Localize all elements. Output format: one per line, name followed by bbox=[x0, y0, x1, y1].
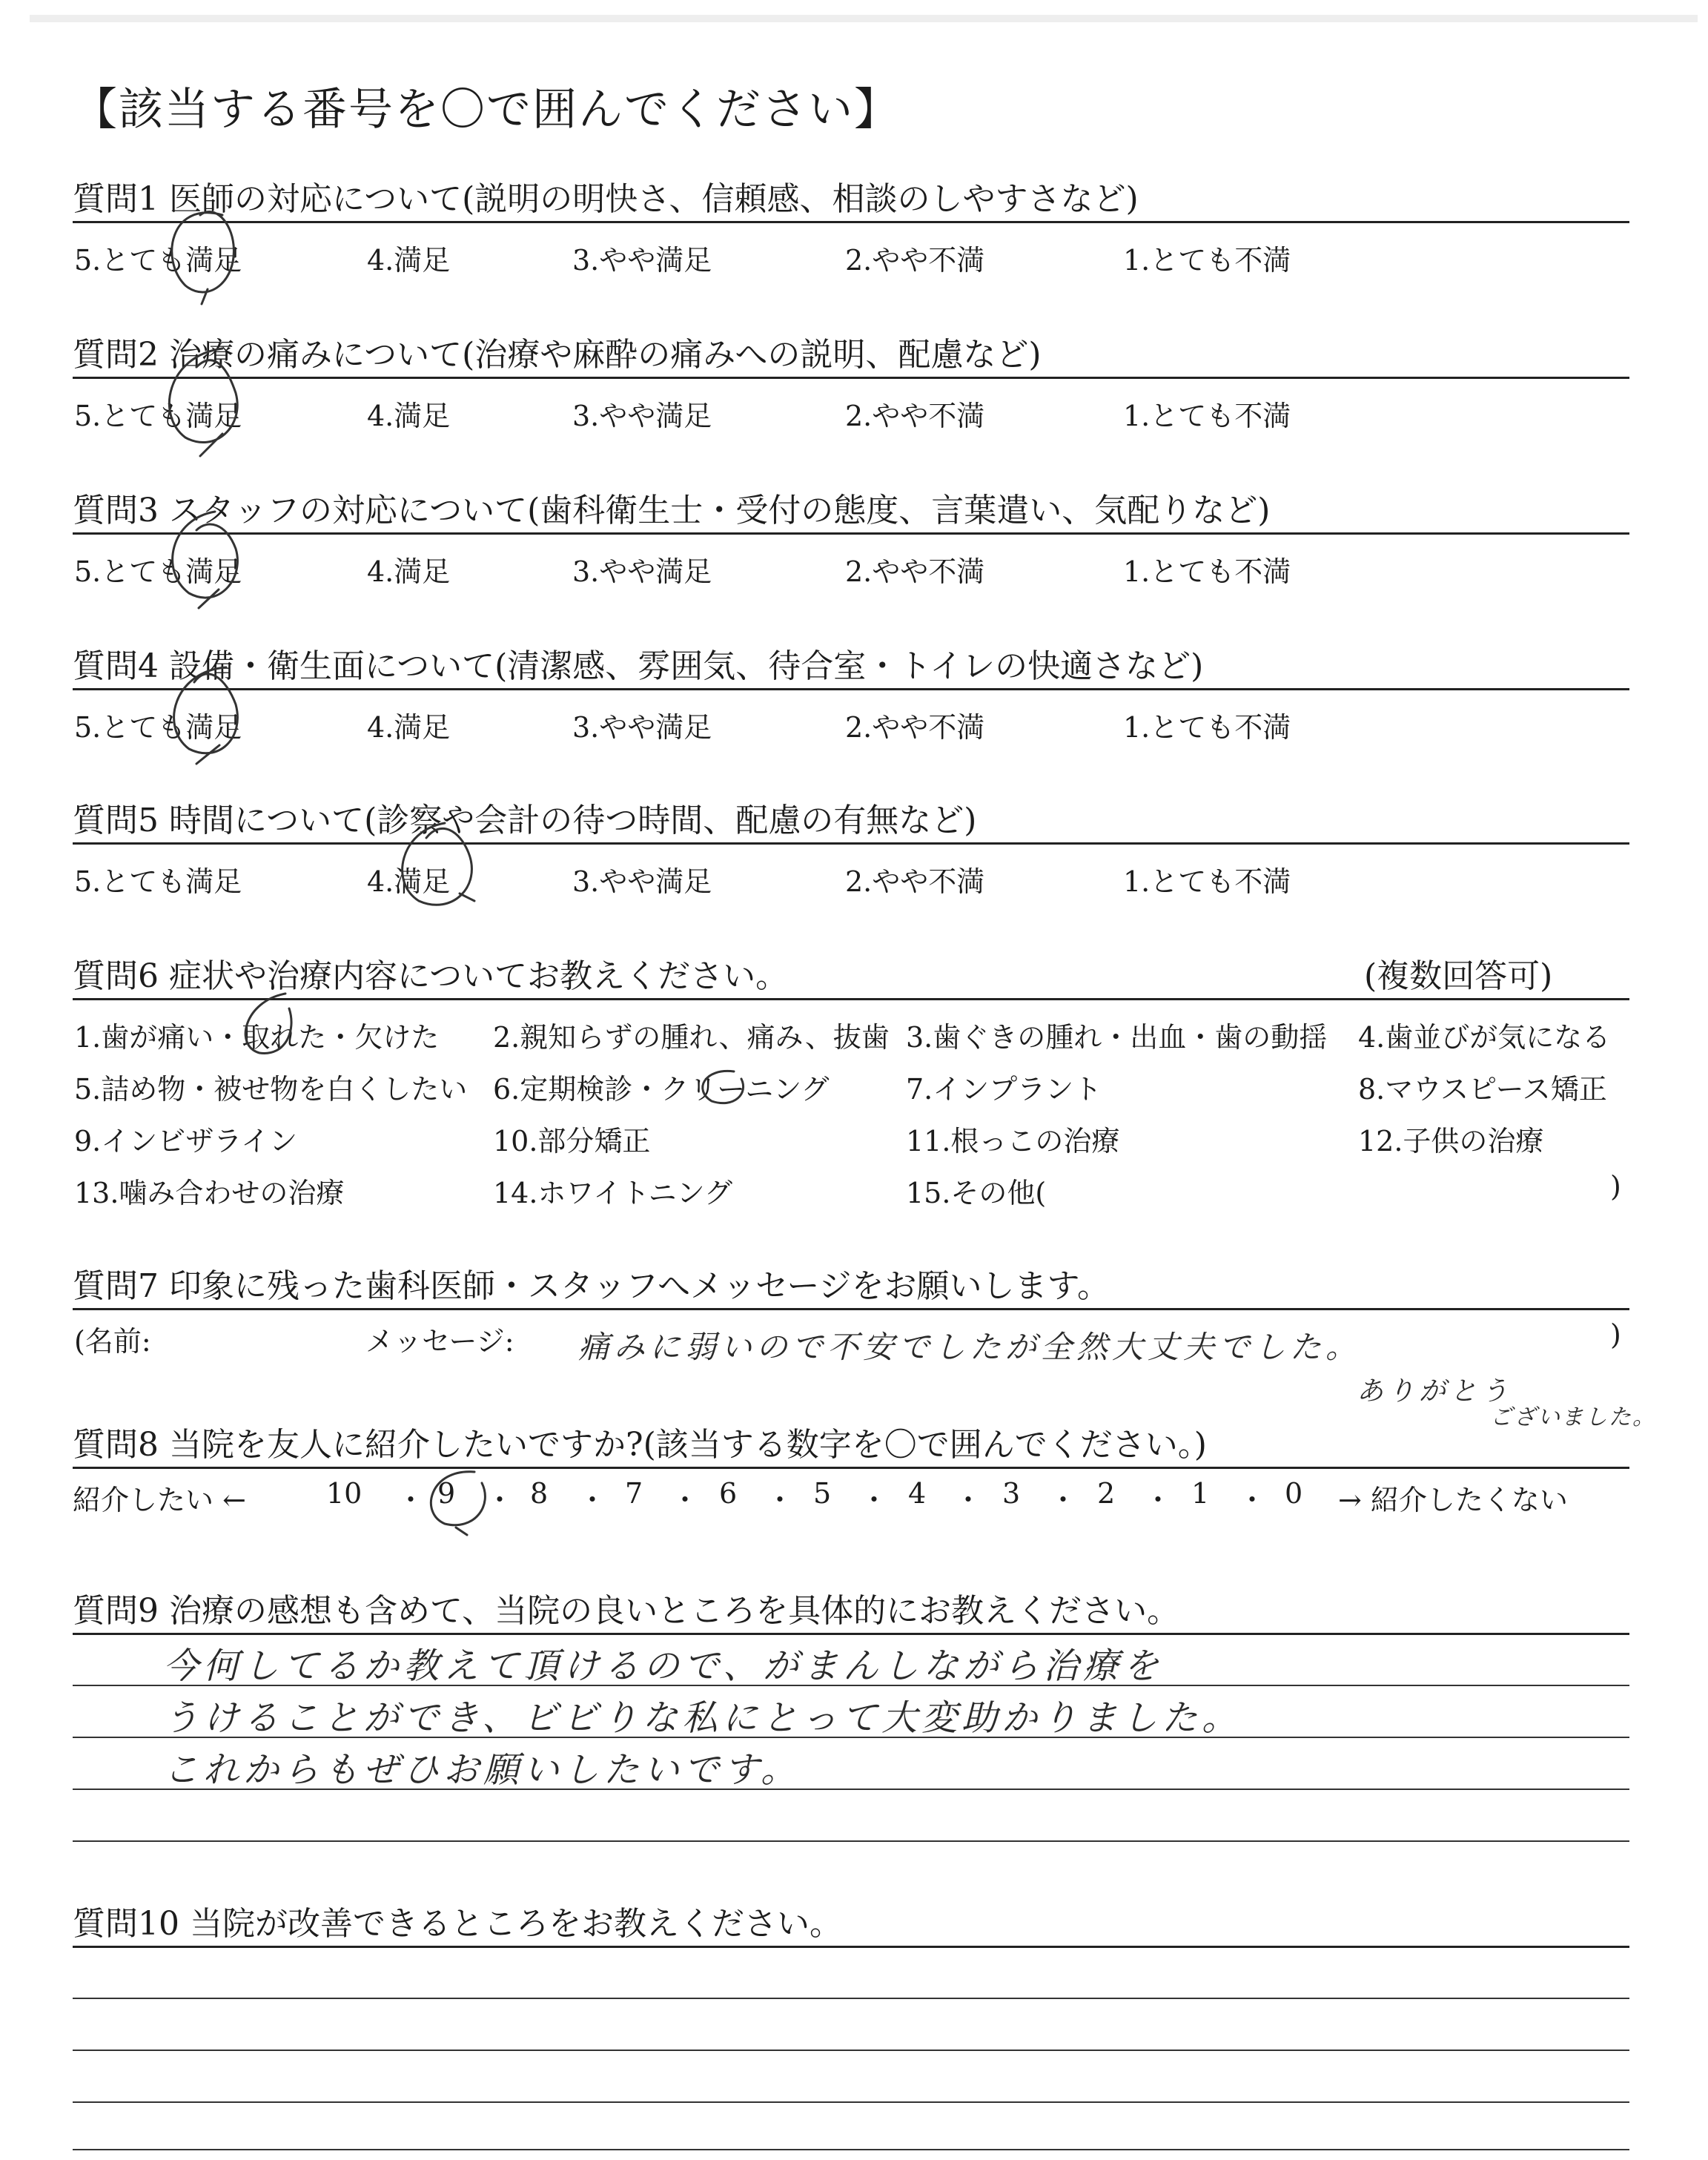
q8-left-label: 紹介したい ← bbox=[73, 1484, 246, 1516]
question-8-label: 質問8 当院を友人に紹介したいですか?(該当する数字を〇で囲んでください。) bbox=[73, 1426, 1207, 1464]
q7-message-handwritten-3: ございました。 bbox=[1490, 1404, 1656, 1430]
q5-circle-mark bbox=[403, 823, 474, 905]
q8-scale-2[interactable]: 2 bbox=[1097, 1477, 1116, 1510]
q2-option-1[interactable]: 1.とても不満 bbox=[1123, 400, 1291, 432]
q1-option-3[interactable]: 3.やや満足 bbox=[572, 244, 712, 277]
q6-option-3[interactable]: 3.歯ぐきの腫れ・出血・歯の動揺 bbox=[906, 1021, 1328, 1054]
q6-option-9[interactable]: 9.インビザライン bbox=[74, 1125, 298, 1157]
q8-dot: ・ bbox=[486, 1484, 514, 1516]
q4-circle-mark bbox=[174, 667, 238, 764]
q6-option-8[interactable]: 8.マウスピース矯正 bbox=[1358, 1073, 1607, 1106]
q7-message-label: メッセージ: bbox=[365, 1325, 514, 1358]
q9-answer-line-3: これからもぜひお願いしたいです。 bbox=[163, 1749, 801, 1791]
q8-dot: ・ bbox=[671, 1484, 700, 1516]
q8-dot: ・ bbox=[954, 1484, 983, 1516]
q7-message-handwritten-2: ありがとう bbox=[1357, 1376, 1513, 1407]
q8-dot: ・ bbox=[860, 1484, 889, 1516]
q8-dot: ・ bbox=[1049, 1484, 1078, 1516]
q6-other-close-paren: ) bbox=[1610, 1170, 1621, 1203]
question-6-note: (複数回答可) bbox=[1364, 957, 1553, 995]
question-4-label: 質問4 設備・衛生面について(清潔感、雰囲気、待合室・トイレの快適さなど) bbox=[73, 647, 1204, 685]
q6-option-1-mark bbox=[245, 994, 291, 1053]
q8-scale-4[interactable]: 4 bbox=[908, 1477, 927, 1510]
q8-dot: ・ bbox=[1238, 1484, 1267, 1516]
q8-dot: ・ bbox=[766, 1484, 795, 1516]
q8-scale-10[interactable]: 10 bbox=[326, 1477, 363, 1510]
q6-option-1[interactable]: 1.歯が痛い・取れた・欠けた bbox=[74, 1021, 440, 1054]
q4-option-5[interactable]: 5.とても満足 bbox=[74, 711, 242, 744]
q2-option-2[interactable]: 2.やや不満 bbox=[845, 400, 985, 432]
q3-circle-mark bbox=[173, 512, 238, 608]
q5-option-3[interactable]: 3.やや満足 bbox=[572, 865, 712, 898]
q5-option-2[interactable]: 2.やや不満 bbox=[845, 865, 985, 898]
q6-option-14[interactable]: 14.ホワイトニング bbox=[493, 1177, 733, 1209]
question-10-label: 質問10 当院が改善できるところをお教えください。 bbox=[73, 1905, 842, 1943]
q3-option-1[interactable]: 1.とても不満 bbox=[1123, 555, 1291, 588]
q6-option-13[interactable]: 13.噛み合わせの治療 bbox=[74, 1177, 345, 1209]
page-title: 【該当する番号を〇で囲んでください】 bbox=[73, 84, 900, 136]
q5-option-4[interactable]: 4.満足 bbox=[367, 865, 451, 898]
q6-option-6-mark bbox=[703, 1071, 744, 1103]
q4-option-2[interactable]: 2.やや不満 bbox=[845, 711, 985, 744]
q2-option-5[interactable]: 5.とても満足 bbox=[74, 400, 242, 432]
q6-option-6[interactable]: 6.定期検診・クリーニング bbox=[493, 1073, 830, 1106]
q6-option-7[interactable]: 7.インプラント bbox=[906, 1073, 1102, 1106]
q8-scale-0[interactable]: 0 bbox=[1285, 1477, 1303, 1510]
q3-option-4[interactable]: 4.満足 bbox=[367, 555, 451, 588]
question-7-label: 質問7 印象に残った歯科医師・スタッフへメッセージをお願いします。 bbox=[73, 1267, 1110, 1305]
q8-dot: ・ bbox=[1144, 1484, 1173, 1516]
q6-option-12[interactable]: 12.子供の治療 bbox=[1358, 1125, 1544, 1157]
q5-option-1[interactable]: 1.とても不満 bbox=[1123, 865, 1291, 898]
q4-option-1[interactable]: 1.とても不満 bbox=[1123, 711, 1291, 744]
q8-scale-6[interactable]: 6 bbox=[719, 1477, 738, 1510]
q7-name-label: (名前: bbox=[74, 1325, 151, 1358]
q6-option-11[interactable]: 11.根っこの治療 bbox=[906, 1125, 1120, 1157]
q4-option-4[interactable]: 4.満足 bbox=[367, 711, 451, 744]
q8-right-label: → 紹介したくない bbox=[1338, 1484, 1568, 1516]
question-2-label: 質問2 治療の痛みについて(治療や麻酔の痛みへの説明、配慮など) bbox=[73, 336, 1042, 374]
q8-scale-5[interactable]: 5 bbox=[813, 1477, 832, 1510]
q8-scale-3[interactable]: 3 bbox=[1002, 1477, 1021, 1510]
question-9-label: 質問9 治療の感想も含めて、当院の良いところを具体的にお教えください。 bbox=[73, 1592, 1180, 1630]
question-3-label: 質問3 スタッフの対応について(歯科衛生士・受付の態度、言葉遣い、気配りなど) bbox=[73, 492, 1271, 529]
q2-option-4[interactable]: 4.満足 bbox=[367, 400, 451, 432]
q3-option-5[interactable]: 5.とても満足 bbox=[74, 555, 242, 588]
q2-option-3[interactable]: 3.やや満足 bbox=[572, 400, 712, 432]
q6-option-2[interactable]: 2.親知らずの腫れ、痛み、抜歯 bbox=[493, 1021, 890, 1054]
q8-scale-1[interactable]: 1 bbox=[1191, 1477, 1210, 1510]
q9-answer-line-2: うけることができ、ビビりな私にとって大変助かりました。 bbox=[163, 1697, 1242, 1739]
q2-circle-mark bbox=[169, 349, 237, 456]
q5-option-5[interactable]: 5.とても満足 bbox=[74, 865, 242, 898]
question-5-label: 質問5 時間について(診察や会計の待つ時間、配慮の有無など) bbox=[73, 802, 977, 839]
q7-message-handwritten: 痛みに弱いので不安でしたが全然大丈夫でした。 bbox=[578, 1329, 1362, 1365]
q8-scale-8[interactable]: 8 bbox=[530, 1477, 549, 1510]
q6-option-4[interactable]: 4.歯並びが気になる bbox=[1358, 1021, 1611, 1054]
q6-option-10[interactable]: 10.部分矯正 bbox=[493, 1125, 651, 1157]
q6-option-15[interactable]: 15.その他( bbox=[906, 1177, 1047, 1209]
q9-answer-line-1: 今何してるか教えて頂けるので、がまんしながら治療を bbox=[163, 1645, 1164, 1687]
q8-scale-7[interactable]: 7 bbox=[625, 1477, 643, 1510]
q1-option-1[interactable]: 1.とても不満 bbox=[1123, 244, 1291, 277]
q8-scale-9[interactable]: 9 bbox=[437, 1477, 456, 1510]
q1-option-4[interactable]: 4.満足 bbox=[367, 244, 451, 277]
q3-option-2[interactable]: 2.やや不満 bbox=[845, 555, 985, 588]
q1-option-2[interactable]: 2.やや不満 bbox=[845, 244, 985, 277]
q8-9-mark bbox=[431, 1472, 485, 1535]
q1-circle-mark bbox=[172, 212, 234, 304]
q8-dot: ・ bbox=[397, 1484, 426, 1516]
q3-option-3[interactable]: 3.やや満足 bbox=[572, 555, 712, 588]
question-1-label: 質問1 医師の対応について(説明の明快さ、信頼感、相談のしやすさなど) bbox=[73, 180, 1139, 218]
question-6-label: 質問6 症状や治療内容についてお教えください。 bbox=[73, 957, 789, 995]
q7-close-paren: ) bbox=[1610, 1318, 1621, 1351]
q1-option-5[interactable]: 5.とても満足 bbox=[74, 244, 242, 277]
q4-option-3[interactable]: 3.やや満足 bbox=[572, 711, 712, 744]
q8-dot: ・ bbox=[578, 1484, 607, 1516]
q6-option-5[interactable]: 5.詰め物・被せ物を白くしたい bbox=[74, 1073, 468, 1106]
